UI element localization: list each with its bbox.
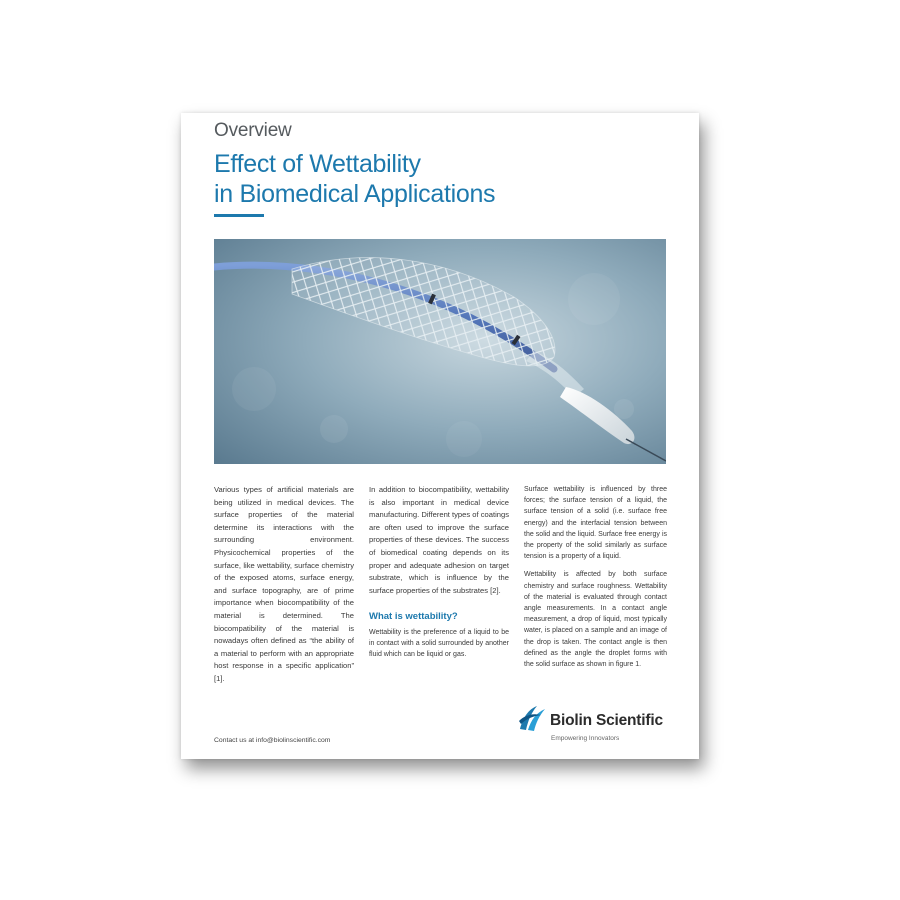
logo-name: Biolin Scientific [550,712,663,729]
section-heading: What is wettability? [369,611,458,623]
biolin-logo-icon [517,703,549,733]
document-page [181,113,699,759]
stent-illustration [214,239,666,464]
paragraph: Wettability is the preference of a liquid to be in contact with a solid surrounded by another fluid which can be liquid or gas. [369,628,509,659]
title-line-2: in Biomedical Applications [214,180,496,208]
paragraph: Various types of artificial materials are being utilized in medical devices. The surface properties of the material determine its interactions with the surrounding environment. Physicochemical properties of the surface, like wettability, surface chemistry of the exposed atoms, surface energy, and surface topography, are of prime importance when biocompatibility of the material is determined. The biocompatibility of the material is nowadays often defined as “the ability of a material to perform with an appropriate host response in a specific application” [1]. [214,485,354,683]
title-line-1: Effect of Wettability [214,150,421,178]
text-column-2 [369,484,509,668]
section-label: Overview [214,120,292,141]
page-title [214,149,654,209]
paragraph: Wettability is affected by both surface chemistry and surface roughness. Wettability of the material is evaluated through contact angle measurements. In a contact angle measurement, a drop of liquid, most typically water, is placed on a sample and an image of the drop is taken. The contact angle is then defined as the angle the droplet forms with the solid surface as shown in figure 1. [524,571,667,669]
logo-tagline: Empowering Innovators [551,735,620,742]
company-logo [517,703,667,751]
text-column-1 [214,484,354,693]
hero-image [214,239,666,464]
contact-line: Contact us at info@biolinscientific.com [214,737,331,744]
paragraph: In addition to biocompatibility, wettability is also important in medical device manufacturing. Different types of coatings are often used to improve the surface properties of these devices. The success of biomedical coating depends on its proper and adequate adhesion on target substrate, which is influence by the surface properties of the substrates [2]. [369,485,509,595]
title-underline [214,214,264,217]
paragraph: Surface wettability is influenced by three forces; the surface tension of a liquid, the surface tension of a solid (i.e. surface free energy) and the interfacial tension between the solid and the liquid. Surface free energy is the property of the solid similarly as surface tension is a property of a liquid. [524,486,667,561]
text-column-3 [524,484,667,677]
